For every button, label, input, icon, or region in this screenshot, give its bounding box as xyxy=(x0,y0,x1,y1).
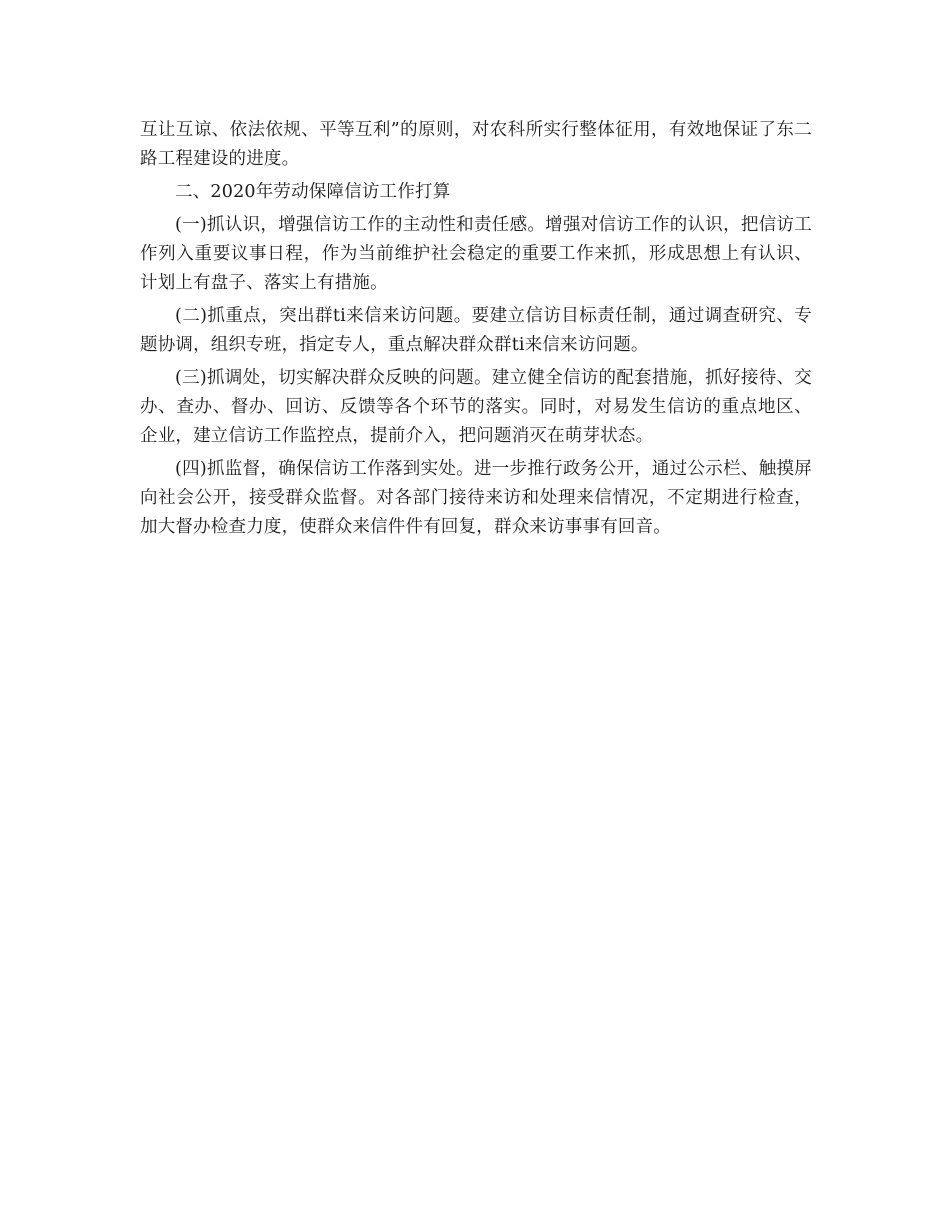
paragraph-item-4: (四)抓监督，确保信访工作落到实处。进一步推行政务公开，通过公示栏、触摸屏向社会公开，接受群众监督。对各部门接待来访和处理来信情况，不定期进行检查，加大督办检查力度，使群众来信件件有回复，群众来访事事有回音。 xyxy=(140,459,812,537)
paragraph-item-1: (一)抓认识，增强信访工作的主动性和责任感。增强对信访工作的认识，把信访工作列入重要议事日程，作为当前维护社会稳定的重要工作来抓，形成思想上有认识、计划上有盘子、落实上有措施。 xyxy=(140,215,812,293)
section-heading: 二、2020年劳动保障信访工作打算 xyxy=(175,182,451,202)
paragraph-item-2: (二)抓重点，突出群ti来信来访问题。要建立信访目标责任制，通过调查研究、专题协调，组织专班，指定专人，重点解决群众群ti来信来访问题。 xyxy=(140,306,812,355)
paragraph-continuation: 互让互谅、依法依规、平等互利”的原则，对农科所实行整体征用，有效地保证了东二路工程建设的进度。 xyxy=(140,120,812,169)
document-body xyxy=(140,116,812,542)
paragraph-item-3: (三)抓调处，切实解决群众反映的问题。建立健全信访的配套措施，抓好接待、交办、查办、督办、回访、反馈等各个环节的落实。同时，对易发生信访的重点地区、企业，建立信访工作监控点，提前介入，把问题消灭在萌芽状态。 xyxy=(140,368,812,446)
